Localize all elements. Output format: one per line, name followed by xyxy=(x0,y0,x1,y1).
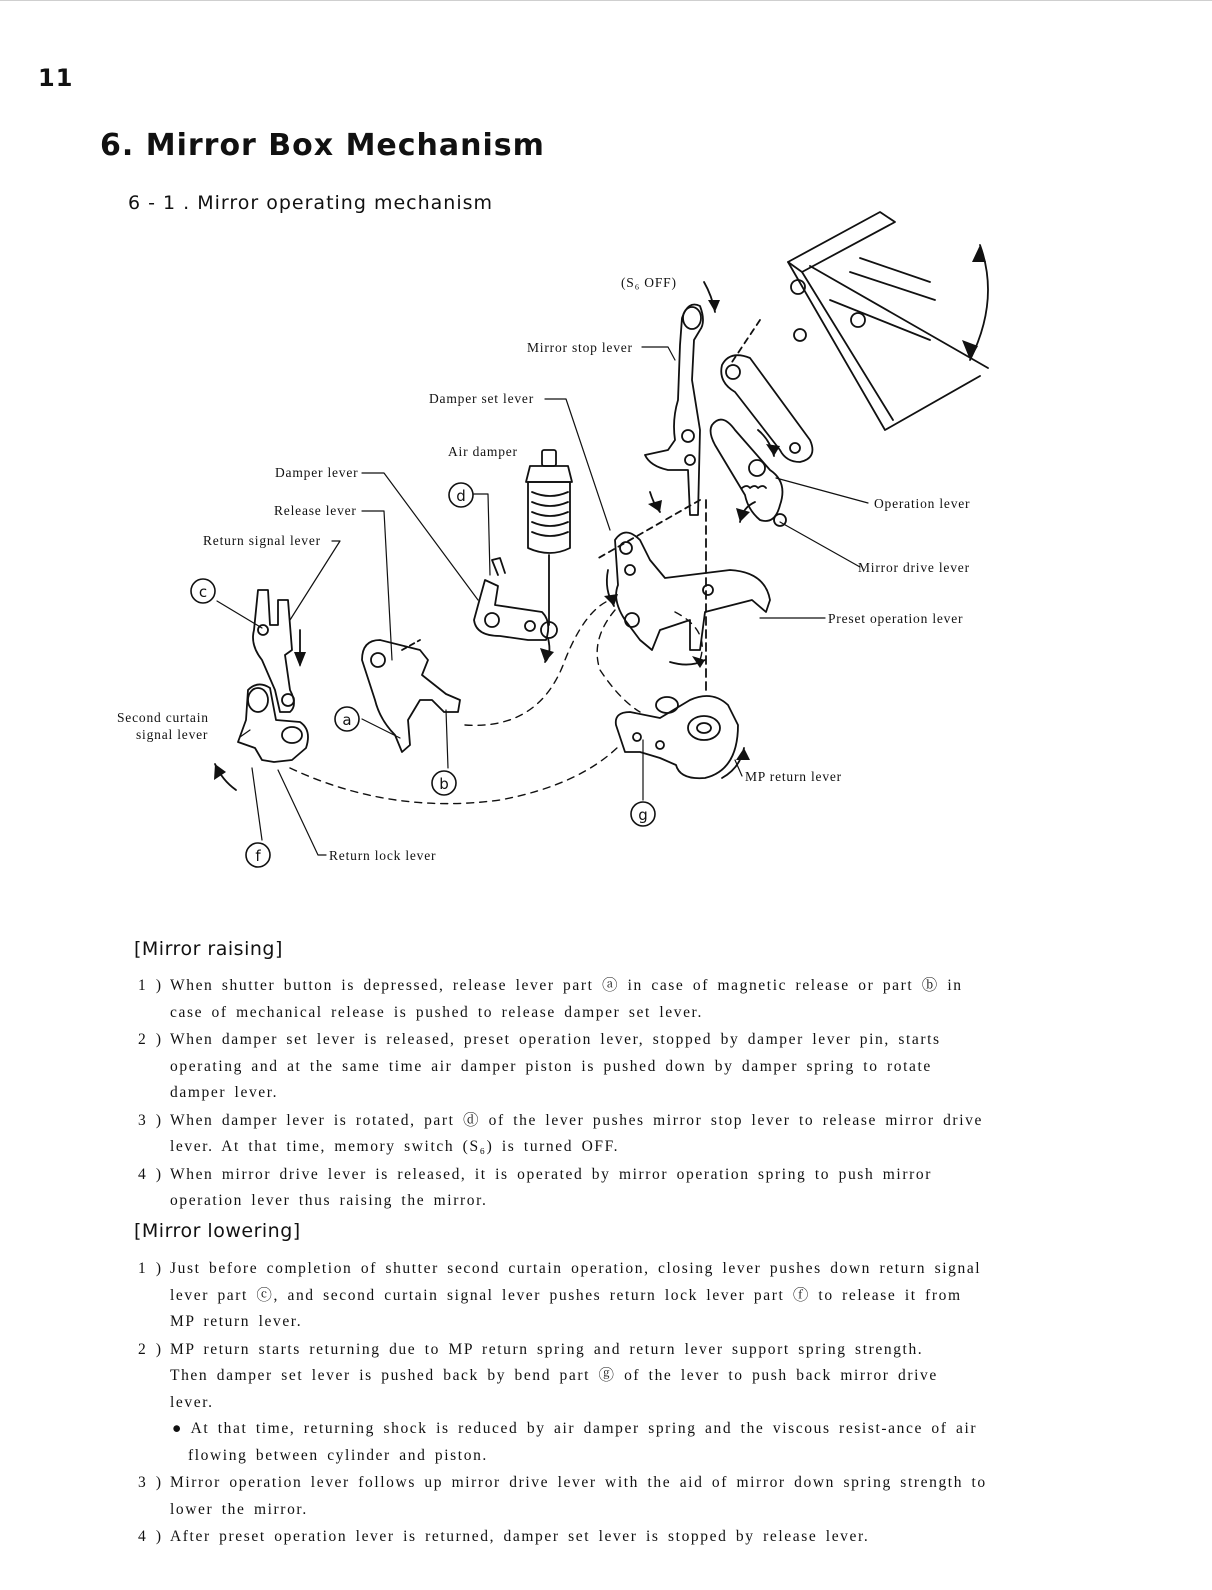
list-item: 4 ) When mirror drive lever is released, it is operated by mirror operation spring to push mirror operation lever thus raising the mirror. xyxy=(138,1165,932,1209)
list-item: 1 ) Just before completion of shutter second curtain operation, closing lever pushes down return signal lever part ⓒ, and second curtain signal lever pushes return lock lever part ⓕ to release it from MP return lever. xyxy=(138,1260,982,1330)
damper-lever-drawing xyxy=(474,558,548,640)
mp-return-lever-drawing xyxy=(616,500,738,778)
label-preset-operation-lever: Preset operation lever xyxy=(828,611,964,626)
label-mirror-drive-lever: Mirror drive lever xyxy=(858,560,970,575)
linkage-paths xyxy=(290,600,702,804)
diagram-labels xyxy=(117,275,970,863)
marker-d: d xyxy=(456,487,466,505)
label-damper-lever: Damper lever xyxy=(275,465,359,480)
return-signal-lever-drawing xyxy=(253,590,294,712)
marker-g: g xyxy=(638,806,648,824)
marker-a: a xyxy=(342,711,352,729)
label-return-lock-lever: Return lock lever xyxy=(329,848,437,863)
list-item: 4 ) After preset operation lever is returned, damper set lever is stopped by release lever. xyxy=(138,1528,870,1545)
list-item: 2 ) When damper set lever is released, preset operation lever, stopped by damper lever pin, starts operating and at the same time air damper piston is pushed down by damper spring to rotate damper lever. xyxy=(138,1031,941,1101)
label-release-lever: Release lever xyxy=(274,503,357,518)
list-item: 3 ) When damper lever is rotated, part ⓓ of the lever pushes mirror stop lever to release mirror drive lever. At that time, memory switch (S₆) is turned OFF. xyxy=(138,1111,983,1155)
label-signal-lever: signal lever xyxy=(136,727,209,742)
mirror-raising-steps xyxy=(138,973,988,1216)
list-item: 3 ) Mirror operation lever follows up mirror drive lever with the aid of mirror down spring strength to lower the mirror. xyxy=(138,1474,987,1518)
label-s6-off: (S₆ OFF) xyxy=(621,275,677,290)
page-number: 11 xyxy=(38,64,74,92)
mirror-drive-lever-drawing xyxy=(711,420,786,526)
marker-f: f xyxy=(255,847,261,865)
list-item: 2 ) MP return starts returning due to MP return spring and return lever support spring strength. Then damper set lever is pushed back by bend part ⓖ of the lever to push back mirror drive lever. ● At that time, returning shock is reduced by air damper spring and the viscous resist-ance of air flowing between cylinder and piston. xyxy=(138,1337,988,1470)
release-lever-drawing xyxy=(362,640,460,752)
mirror-lowering-steps xyxy=(138,1256,988,1552)
section-heading: 6. Mirror Box Mechanism xyxy=(100,128,545,163)
preset-operation-lever-drawing xyxy=(595,500,770,650)
label-mp-return-lever: MP return lever xyxy=(745,769,842,784)
label-mirror-stop-lever: Mirror stop lever xyxy=(527,340,633,355)
mirror-stop-lever-drawing xyxy=(645,305,703,516)
marker-c: c xyxy=(198,583,208,601)
label-second-curtain: Second curtain xyxy=(117,710,209,725)
label-air-damper: Air damper xyxy=(448,444,518,459)
note-bullet: ● At that time, returning shock is reduced by air damper spring and the viscous resist-ance of air flowing between cylinder and piston. xyxy=(172,1420,978,1464)
label-operation-lever: Operation lever xyxy=(874,496,971,511)
label-return-signal-lever: Return signal lever xyxy=(203,533,321,548)
mirror-lowering-heading: [Mirror lowering] xyxy=(134,1220,301,1242)
mirror-frame-drawing xyxy=(788,212,988,430)
mirror-raising-heading: [Mirror raising] xyxy=(134,938,283,960)
label-damper-set-lever: Damper set lever xyxy=(429,391,535,406)
subsection-heading: 6 - 1 . Mirror operating mechanism xyxy=(128,192,494,214)
list-item: 1 ) When shutter button is depressed, release lever part ⓐ in case of magnetic release or part ⓑ in case of mechanical release is pushed to release damper set lever. xyxy=(138,977,963,1021)
second-curtain-lever-drawing xyxy=(238,684,308,762)
marker-b: b xyxy=(439,775,449,793)
